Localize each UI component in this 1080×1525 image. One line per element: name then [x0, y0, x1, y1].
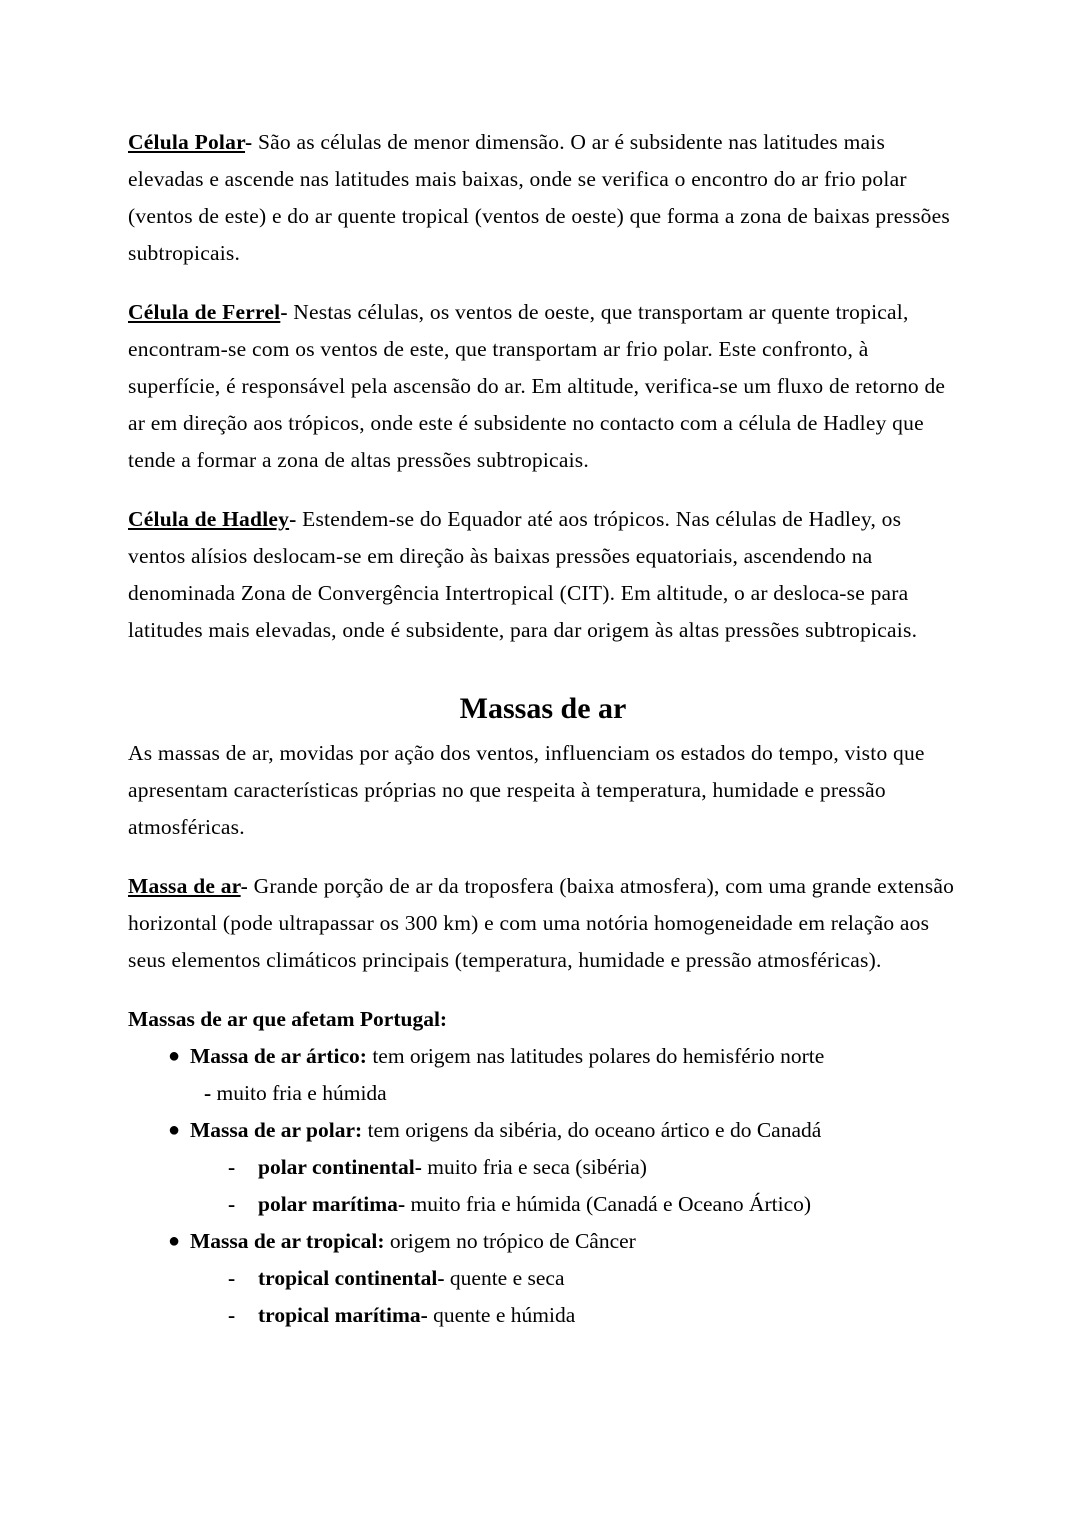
sublist-tropical	[128, 1260, 958, 1334]
definition-separator: -	[289, 507, 297, 531]
definition-celula-polar	[128, 124, 958, 272]
sublist-item-separator: -	[420, 1303, 428, 1327]
sublist-item-name: polar marítima	[258, 1192, 398, 1216]
list-item	[128, 1112, 958, 1149]
definition-term: Massa de ar	[128, 874, 241, 898]
list-item-name: Massa de ar polar:	[190, 1118, 363, 1142]
sublist-polar	[128, 1149, 958, 1223]
sublist-item-description: quente e seca	[444, 1266, 565, 1290]
definition-celula-de-hadley	[128, 501, 958, 649]
sublist-item	[128, 1149, 958, 1186]
document-body	[128, 124, 958, 1334]
dash-icon: -	[228, 1266, 236, 1290]
definition-term: Célula de Hadley	[128, 507, 290, 531]
sublist-item-description: muito fria e seca (sibéria)	[421, 1155, 647, 1179]
list-item-continuation	[190, 1075, 958, 1112]
list-item-continuation-text: muito fria e húmida	[211, 1081, 387, 1105]
air-masses-label: Massas de ar que afetam Portugal:	[128, 1007, 448, 1031]
definition-separator: -	[280, 300, 288, 324]
definition-separator: -	[245, 130, 253, 154]
list-item-description: origem no trópico de Câncer	[384, 1229, 636, 1253]
definition-body: Grande porção de ar da troposfera (baixa atmosfera), com uma grande extensão horizontal (pode ultrapassar os 300 km) e com uma notória homogeneidade em relação aos seus elementos climáticos principais (temperatura, humidade e pressão atmosféricas).	[128, 874, 955, 972]
list-item-description: tem origens da sibéria, do oceano ártico e do Canadá	[362, 1118, 822, 1142]
definition-separator: -	[240, 874, 249, 898]
section-heading: Massas de ar	[459, 692, 627, 725]
sublist-item-separator: -	[437, 1266, 445, 1290]
definition-celula-de-ferrel	[128, 294, 958, 479]
definition-body: São as células de menor dimensão. O ar é subsidente nas latitudes mais elevadas e ascende nas latitudes mais baixas, onde se verifica o encontro do ar frio polar (ventos de este) e do ar quente tropical (ventos de oeste) que forma a zona de baixas pressões subtropicais.	[128, 130, 950, 265]
definition-term: Célula Polar	[128, 130, 246, 154]
list-item	[128, 1038, 958, 1112]
list-item-description: tem origem nas latitudes polares do hemisfério norte	[366, 1044, 825, 1068]
list-item-name: Massa de ar tropical:	[190, 1229, 385, 1253]
sublist-item-name: tropical marítima	[258, 1303, 421, 1327]
section-intro-paragraph: As massas de ar, movidas por ação dos ventos, influenciam os estados do tempo, visto que apresentam características próprias no que respeita à temperatura, humidade e pressão atmosféricas.	[128, 741, 925, 839]
bullet-icon: ●	[168, 1045, 181, 1067]
sublist-item-separator: -	[397, 1192, 406, 1216]
bullet-icon: ●	[168, 1230, 181, 1252]
list-item	[128, 1223, 958, 1260]
sublist-item	[128, 1297, 958, 1334]
sublist-item	[128, 1260, 958, 1297]
list-item-name: Massa de ar ártico:	[190, 1044, 367, 1068]
dash-icon: -	[228, 1303, 236, 1327]
bullet-icon: ●	[168, 1119, 181, 1141]
definition-massa-de-ar	[128, 868, 958, 979]
definition-term: Célula de Ferrel	[128, 300, 281, 324]
dash-icon: -	[228, 1155, 236, 1179]
sublist-item	[128, 1186, 958, 1223]
dash-icon: -	[204, 1081, 212, 1105]
definition-body: Nestas células, os ventos de oeste, que transportam ar quente tropical, encontram-se com os ventos de este, que transportam ar frio polar. Este confronto, à superfície, é responsável pela ascensão do ar. Em altitude, verifica-se um fluxo de retorno de ar em direção aos trópicos, onde este é subsidente no contacto com a célula de Hadley que tende a formar a zona de altas pressões subtropicais.	[128, 300, 946, 472]
air-masses-list	[128, 1038, 958, 1334]
sublist-item-separator: -	[414, 1155, 422, 1179]
definition-body: Estendem-se do Equador até aos trópicos. Nas células de Hadley, os ventos alísios deslocam-se em direção às baixas pressões equatoriais, ascendendo na denominada Zona de Convergência Intertropical (CIT). Em altitude, o ar desloca-se para latitudes mais elevadas, onde é subsidente, para dar origem às altas pressões subtropicais.	[128, 507, 918, 642]
dash-icon: -	[228, 1192, 236, 1216]
sublist-item-description: quente e húmida	[427, 1303, 576, 1327]
sublist-item-description: muito fria e húmida (Canadá e Oceano Ártico)	[405, 1192, 812, 1216]
sublist-item-name: tropical continental	[258, 1266, 438, 1290]
sublist-item-name: polar continental	[258, 1155, 415, 1179]
